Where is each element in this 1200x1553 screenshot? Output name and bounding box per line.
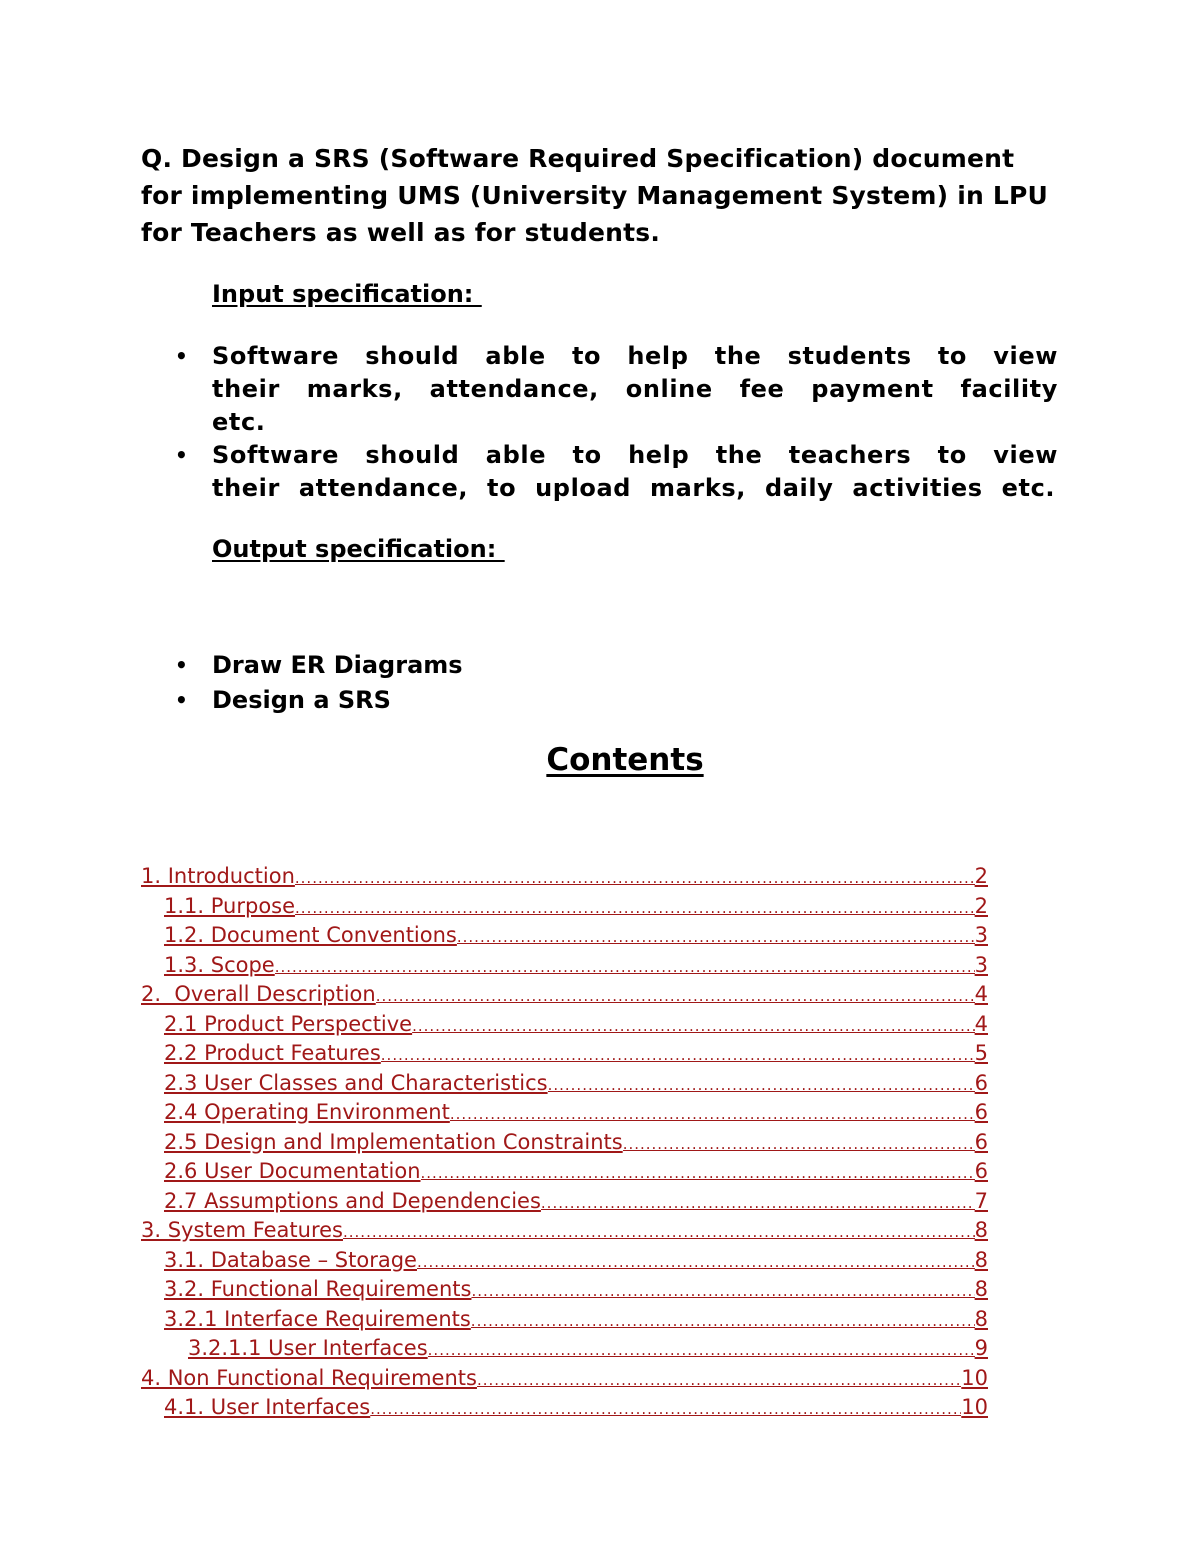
toc-page-number: 6 xyxy=(974,1070,988,1095)
toc-title: 1.1. Purpose xyxy=(164,893,296,918)
list-item-text: Software should able to help the students to view their marks, attendance, online fee payment facility etc. xyxy=(212,342,1058,436)
toc-title: 2.7 Assumptions and Dependencies xyxy=(164,1188,541,1213)
toc-page-number: 8 xyxy=(974,1306,988,1331)
list-item xyxy=(175,683,775,718)
toc-title: 1.3. Scope xyxy=(164,952,275,977)
toc-leader xyxy=(471,1308,975,1336)
bullet-icon: • xyxy=(175,344,189,368)
toc-link-functional-requirements[interactable] xyxy=(141,1276,988,1306)
toc-link-user-documentation[interactable] xyxy=(141,1158,988,1188)
toc-link-user-classes[interactable] xyxy=(141,1070,988,1100)
list-item-text: Software should able to help the teachers to view their attendance, to upload marks, daily activities etc. xyxy=(212,441,1058,502)
input-specification-list xyxy=(175,340,1058,505)
toc-leader xyxy=(417,1249,975,1277)
toc-leader xyxy=(471,1278,974,1306)
toc-title: 3.1. Database – Storage xyxy=(164,1247,417,1272)
toc-page-number: 6 xyxy=(974,1159,988,1183)
toc-leader xyxy=(370,1396,961,1424)
toc-link-database-storage[interactable] xyxy=(141,1247,988,1277)
toc-title: 2.5 Design and Implementation Constraints xyxy=(164,1129,623,1154)
toc-link-design-constraints[interactable] xyxy=(141,1129,988,1159)
toc-leader xyxy=(548,1072,975,1100)
toc-page-number: 10 xyxy=(961,1365,988,1390)
toc-leader xyxy=(295,895,975,923)
toc-leader xyxy=(412,1013,975,1041)
bullet-icon: • xyxy=(175,443,189,467)
toc-leader xyxy=(623,1131,975,1159)
toc-page-number: 6 xyxy=(974,1100,988,1124)
toc-page-number: 4 xyxy=(974,1011,988,1036)
toc-link-system-features[interactable] xyxy=(141,1217,988,1247)
list-item xyxy=(175,340,1058,439)
toc-link-interface-requirements[interactable] xyxy=(141,1306,988,1336)
toc-title: 4.1. User Interfaces xyxy=(164,1395,371,1419)
contents-title: Contents xyxy=(546,742,704,778)
toc-leader xyxy=(477,1367,961,1395)
toc-leader xyxy=(343,1219,975,1247)
toc-leader xyxy=(376,983,975,1011)
output-specification-heading: Output specification: xyxy=(212,535,505,563)
toc-link-nf-user-interfaces[interactable] xyxy=(141,1394,988,1424)
toc-title: 2. Overall Description xyxy=(141,982,376,1006)
toc-title: 3.2. Functional Requirements xyxy=(164,1277,472,1301)
toc-leader xyxy=(275,954,975,982)
toc-page-number: 5 xyxy=(974,1041,988,1065)
toc-leader xyxy=(541,1190,975,1218)
toc-leader xyxy=(457,924,975,952)
toc-leader xyxy=(421,1160,975,1188)
toc-title: 1.2. Document Conventions xyxy=(164,923,457,947)
toc-title: 3.2.1.1 User Interfaces xyxy=(188,1336,428,1360)
list-item-text: Draw ER Diagrams xyxy=(212,651,463,679)
toc-link-assumptions[interactable] xyxy=(141,1188,988,1218)
toc-title: 2.2 Product Features xyxy=(164,1041,381,1065)
table-of-contents xyxy=(141,863,988,1424)
list-item xyxy=(175,648,775,683)
toc-leader xyxy=(450,1101,975,1129)
toc-page-number: 8 xyxy=(974,1247,988,1272)
toc-link-purpose[interactable] xyxy=(141,893,988,923)
toc-leader xyxy=(381,1042,975,1070)
toc-title: 1. Introduction xyxy=(141,864,295,888)
toc-link-product-perspective[interactable] xyxy=(141,1011,988,1041)
toc-link-non-functional-requirements[interactable] xyxy=(141,1365,988,1395)
toc-page-number: 8 xyxy=(974,1218,988,1242)
toc-page-number: 7 xyxy=(974,1188,988,1213)
toc-link-overall-description[interactable] xyxy=(141,981,988,1011)
toc-title: 3. System Features xyxy=(141,1218,343,1242)
bullet-icon: • xyxy=(175,653,188,677)
toc-link-introduction[interactable] xyxy=(141,863,988,893)
toc-page-number: 2 xyxy=(974,893,988,918)
toc-title: 3.2.1 Interface Requirements xyxy=(164,1306,471,1331)
toc-page-number: 2 xyxy=(974,864,988,888)
toc-leader xyxy=(428,1337,975,1365)
toc-link-document-conventions[interactable] xyxy=(141,922,988,952)
toc-page-number: 10 xyxy=(961,1395,988,1419)
output-specification-list xyxy=(175,648,775,718)
toc-title: 2.6 User Documentation xyxy=(164,1159,421,1183)
toc-page-number: 4 xyxy=(974,982,988,1006)
toc-leader xyxy=(295,865,975,893)
toc-title: 2.3 User Classes and Characteristics xyxy=(164,1070,548,1095)
toc-page-number: 9 xyxy=(974,1336,988,1360)
toc-page-number: 8 xyxy=(974,1277,988,1301)
bullet-icon: • xyxy=(175,688,188,712)
input-specification-heading: Input specification: xyxy=(212,280,482,308)
toc-page-number: 3 xyxy=(974,952,988,977)
toc-link-operating-environment[interactable] xyxy=(141,1099,988,1129)
toc-page-number: 3 xyxy=(974,923,988,947)
toc-page-number: 6 xyxy=(974,1129,988,1154)
toc-link-product-features[interactable] xyxy=(141,1040,988,1070)
toc-title: 2.1 Product Perspective xyxy=(164,1011,413,1036)
toc-title: 2.4 Operating Environment xyxy=(164,1100,450,1124)
toc-title: 4. Non Functional Requirements xyxy=(141,1365,477,1390)
question-text: Q. Design a SRS (Software Required Specification) document for implementing UMS (University Management System) in LPU for Teachers as well as for students. xyxy=(141,144,1049,247)
list-item-text: Design a SRS xyxy=(212,686,391,714)
list-item xyxy=(175,439,1058,505)
toc-link-scope[interactable] xyxy=(141,952,988,982)
toc-link-user-interfaces[interactable] xyxy=(141,1335,988,1365)
